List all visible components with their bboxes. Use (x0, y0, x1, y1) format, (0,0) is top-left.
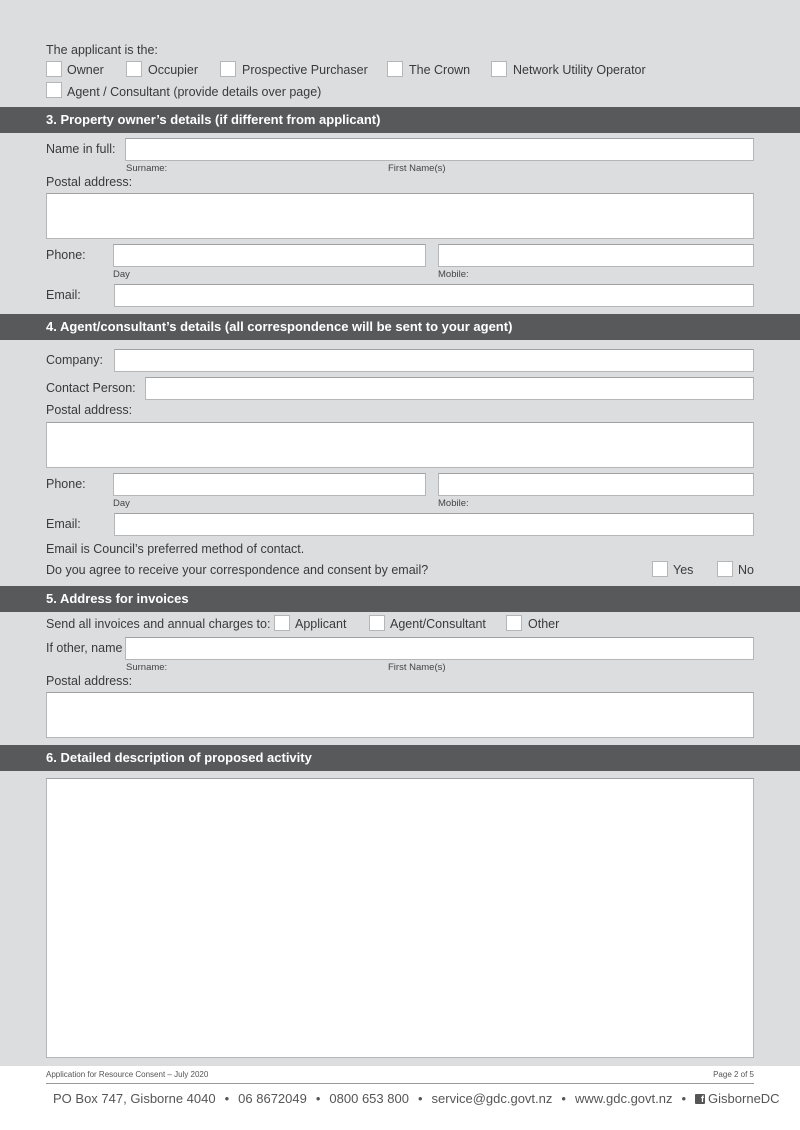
owner-email-input[interactable] (114, 284, 754, 307)
email-preference-note: Email is Council’s preferred method of contact. (46, 542, 305, 556)
first-name-caption: First Name(s) (388, 163, 446, 174)
checkbox-network-utility-operator[interactable] (491, 61, 507, 77)
owner-phone-day-input[interactable] (113, 244, 426, 267)
separator: • (224, 1091, 230, 1106)
phone-label: Phone: (46, 477, 86, 491)
activity-description-input[interactable] (46, 778, 754, 1058)
phone-label: Phone: (46, 248, 86, 262)
company-label: Company: (46, 353, 103, 367)
mobile-caption: Mobile: (438, 269, 469, 280)
agent-email-input[interactable] (114, 513, 754, 536)
checkbox-the-crown[interactable] (387, 61, 403, 77)
option-label: Owner (67, 63, 104, 77)
day-caption: Day (113, 269, 130, 280)
no-label: No (738, 563, 754, 577)
checkbox-yes[interactable] (652, 561, 668, 577)
facebook-handle: GisborneDC (708, 1091, 780, 1106)
section-5-header: 5. Address for invoices (0, 586, 800, 612)
email-label: Email: (46, 517, 81, 531)
postal-label: Postal address: (46, 175, 133, 189)
document-title: Application for Resource Consent – July 2020 (46, 1070, 209, 1079)
checkbox-agent-consultant[interactable] (46, 82, 62, 98)
postal-label: Postal address: (46, 674, 133, 688)
separator: • (561, 1091, 566, 1106)
section-4-header: 4. Agent/consultant’s details (all correspondence will be sent to your agent) (0, 314, 800, 340)
email-label: Email: (46, 288, 81, 302)
checkbox-applicant[interactable] (274, 615, 290, 631)
agent-phone-mobile-input[interactable] (438, 473, 754, 496)
footer-freephone: 0800 653 800 (329, 1091, 409, 1106)
option-label: Agent / Consultant (provide details over page) (67, 85, 322, 99)
footer-phone: 06 8672049 (238, 1091, 307, 1106)
surname-caption: Surname: (126, 662, 168, 673)
option-label: Agent/Consultant (390, 617, 486, 631)
footer-divider (46, 1083, 754, 1084)
invoice-postal-input[interactable] (46, 692, 754, 738)
send-invoices-label: Send all invoices and annual charges to: (46, 617, 271, 631)
checkbox-occupier[interactable] (126, 61, 142, 77)
day-caption: Day (113, 498, 130, 509)
checkbox-agent-consultant-invoice[interactable] (369, 615, 385, 631)
option-label: Prospective Purchaser (242, 63, 368, 77)
name-label: Name in full: (46, 142, 116, 156)
yes-label: Yes (673, 563, 694, 577)
option-label: Other (528, 617, 560, 631)
other-name-label: If other, name (46, 641, 123, 655)
contact-label: Contact Person: (46, 381, 136, 395)
footer-facebook[interactable] (695, 1091, 780, 1106)
owner-postal-input[interactable] (46, 193, 754, 239)
checkbox-owner[interactable] (46, 61, 62, 77)
agent-postal-input[interactable] (46, 422, 754, 468)
applicant-label: The applicant is the: (46, 43, 158, 57)
option-label: Applicant (295, 617, 347, 631)
agent-phone-day-input[interactable] (113, 473, 426, 496)
footer-website[interactable]: www.gdc.govt.nz (574, 1091, 673, 1106)
postal-label: Postal address: (46, 403, 133, 417)
owner-name-input[interactable] (125, 138, 754, 161)
footer-email[interactable]: service@gdc.govt.nz (431, 1091, 553, 1106)
separator: • (417, 1091, 423, 1106)
mobile-caption: Mobile: (438, 498, 469, 509)
checkbox-prospective-purchaser[interactable] (220, 61, 236, 77)
page-number: Page 2 of 5 (713, 1070, 754, 1079)
option-label: Occupier (148, 63, 199, 77)
contact-footer (53, 1091, 780, 1106)
option-label: The Crown (409, 63, 471, 77)
section-6-header: 6. Detailed description of proposed activity (0, 745, 800, 771)
footer-address: PO Box 747, Gisborne 4040 (53, 1091, 216, 1106)
section-3-header: 3. Property owner’s details (if different from applicant) (0, 107, 800, 133)
separator: • (315, 1091, 321, 1106)
separator: • (681, 1091, 687, 1106)
facebook-icon: f (695, 1094, 705, 1104)
checkbox-no[interactable] (717, 561, 733, 577)
contact-person-input[interactable] (145, 377, 754, 400)
company-input[interactable] (114, 349, 754, 372)
owner-phone-mobile-input[interactable] (438, 244, 754, 267)
first-name-caption: First Name(s) (388, 662, 446, 673)
surname-caption: Surname: (126, 163, 168, 174)
checkbox-other[interactable] (506, 615, 522, 631)
other-name-input[interactable] (125, 637, 754, 660)
email-consent-question: Do you agree to receive your correspondence and consent by email? (46, 563, 429, 577)
option-label: Network Utility Operator (513, 63, 646, 77)
